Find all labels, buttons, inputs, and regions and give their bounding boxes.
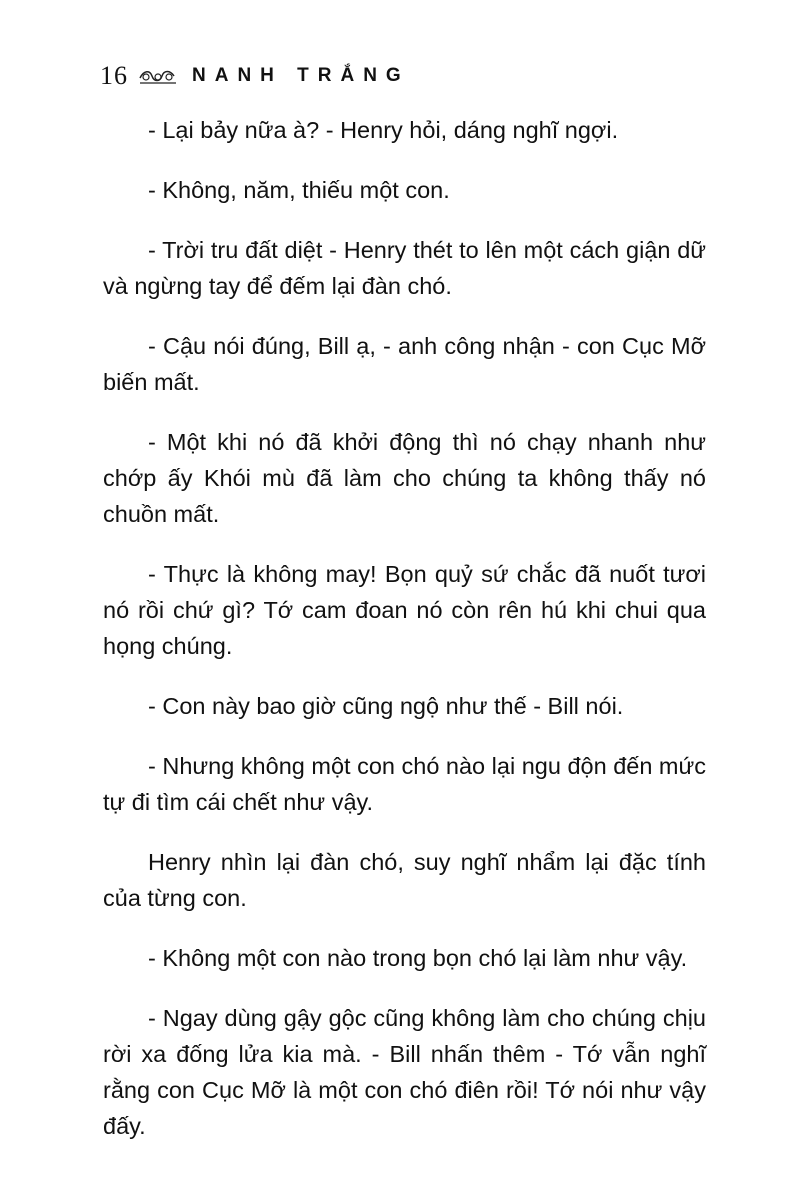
- scroll-ornament-icon: [138, 66, 178, 86]
- page-header: [100, 58, 410, 94]
- paragraph: - Không, năm, thiếu một con.: [148, 177, 450, 203]
- paragraph: - Không một con nào trong bọn chó lại làm như vậy.: [148, 945, 688, 971]
- paragraph: - Thực là không may! Bọn quỷ sứ chắc đã nuốt tươi nó rồi chứ gì? Tớ cam đoan nó còn rên hú khi chui qua họng chúng.: [103, 561, 706, 659]
- page-number: 16: [100, 61, 128, 90]
- running-title: NANH TRẮNG: [192, 65, 410, 86]
- paragraph: - Cậu nói đúng, Bill ạ, - anh công nhận - con Cục Mỡ biến mất.: [103, 333, 706, 395]
- paragraph: - Con này bao giờ cũng ngộ như thế - Bill nói.: [148, 693, 624, 719]
- body-text: [103, 112, 706, 1168]
- paragraph: Henry nhìn lại đàn chó, suy nghĩ nhẩm lại đặc tính của từng con.: [103, 849, 706, 911]
- paragraph: - Một khi nó đã khởi động thì nó chạy nhanh như chớp ấy Khói mù đã làm cho chúng ta không thấy nó chuồn mất.: [103, 429, 706, 527]
- paragraph: - Lại bảy nữa à? - Henry hỏi, dáng nghĩ ngợi.: [148, 117, 619, 143]
- paragraph: - Trời tru đất diệt - Henry thét to lên một cách giận dữ và ngừng tay để đếm lại đàn chó.: [103, 237, 706, 299]
- paragraph: - Ngay dùng gậy gộc cũng không làm cho chúng chịu rời xa đống lửa kia mà. - Bill nhấn thêm - Tớ vẫn nghĩ rằng con Cục Mỡ là một con chó điên rồi! Tớ nói như vậy đấy.: [103, 1005, 706, 1139]
- paragraph: - Nhưng không một con chó nào lại ngu độn đến mức tự đi tìm cái chết như vậy.: [103, 753, 706, 815]
